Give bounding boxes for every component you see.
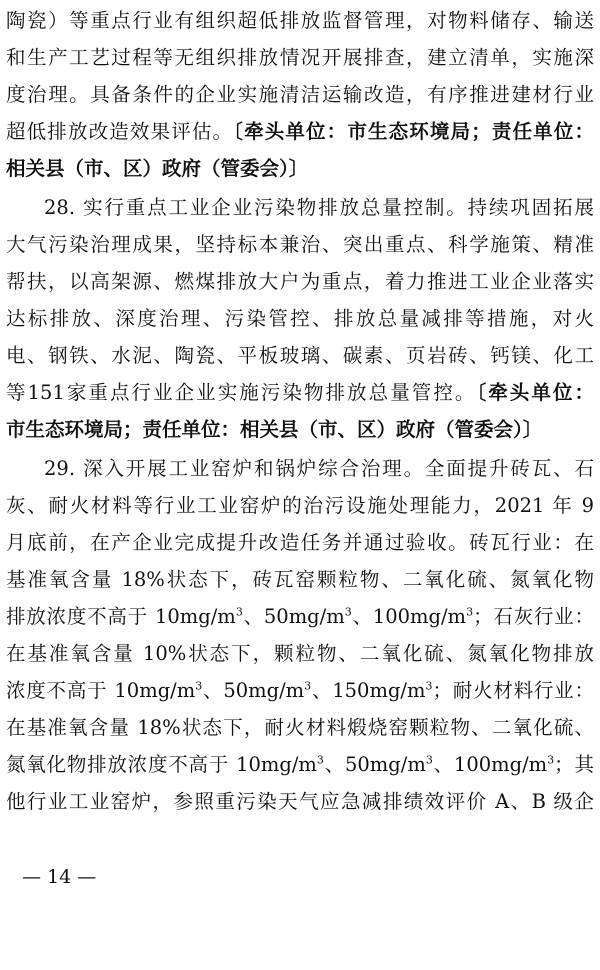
text-line: 达标排放、深度治理、污染管控、排放总量减排等措施，对火 bbox=[6, 307, 594, 330]
separator: 、 bbox=[432, 753, 454, 776]
concentration-value: 10mg/m bbox=[114, 679, 196, 702]
unit-exponent: 3 bbox=[425, 679, 433, 693]
text-line: 他行业工业窑炉，参照重污染天气应急减排绩效评价 A、B 级企 bbox=[6, 790, 594, 813]
text-line: 度治理。具备条件的企业实施清洁运输改造，有序推进建材行业 bbox=[6, 83, 594, 106]
text-segment: 浓度不高于 bbox=[6, 679, 115, 702]
text-segment: 排放浓度不高于 bbox=[6, 605, 155, 628]
item-29-heading: 29. 深入开展工业窑炉和锅炉综合治理。全面提升砖瓦、石 bbox=[44, 457, 594, 480]
responsibility-note: 〔牵头单位： bbox=[476, 381, 594, 404]
concentration-value: 100mg/m bbox=[372, 605, 467, 628]
text-line bbox=[6, 374, 594, 411]
text-line: 帮扶，以高架源、燃煤排放大户为重点，着力推进工业企业落实 bbox=[6, 270, 594, 293]
text-segment: ；其 bbox=[554, 753, 594, 776]
text-line: 灰、耐火材料等行业工业窑炉的治污设施处理能力，2021 年 9 bbox=[6, 494, 594, 517]
concentration-value: 100mg/m bbox=[453, 753, 548, 776]
text-line: 电、钢铁、水泥、陶瓷、平板玻璃、碳素、页岩砖、钙镁、化工 bbox=[6, 344, 594, 367]
text-line bbox=[6, 746, 594, 783]
text-segment: ；石灰行业： bbox=[473, 605, 594, 628]
concentration-value: 50mg/m bbox=[263, 605, 345, 628]
separator: 、 bbox=[311, 679, 333, 702]
text-segment: ；耐火材料行业： bbox=[432, 679, 594, 702]
unit-exponent: 3 bbox=[344, 605, 352, 619]
unit-exponent: 3 bbox=[195, 679, 203, 693]
text-line bbox=[6, 598, 594, 635]
unit-exponent: 3 bbox=[547, 753, 555, 767]
concentration-value: 150mg/m bbox=[332, 679, 426, 702]
separator: 、 bbox=[202, 679, 224, 702]
page-number: — 14 — bbox=[22, 866, 97, 888]
unit-exponent: 3 bbox=[466, 605, 474, 619]
text-line: 和生产工艺过程等无组织排放情况开展排查，建立清单，实施深 bbox=[6, 46, 594, 69]
text-line: 大气污染治理成果，坚持标本兼治、突出重点、科学施策、精准 bbox=[6, 233, 594, 256]
responsibility-note: 市生态环境局；责任单位：相关县（市、区）政府（管委会）〕 bbox=[6, 418, 543, 441]
concentration-value: 10mg/m bbox=[154, 605, 236, 628]
text-line: 基准氧含量 18%状态下，砖瓦窑颗粒物、二氧化硫、氮氧化物 bbox=[6, 568, 594, 591]
text-line: 在基准氧含量 18%状态下，耐火材料煅烧窑颗粒物、二氧化硫、 bbox=[6, 716, 594, 739]
text-line bbox=[6, 113, 594, 150]
concentration-value: 50mg/m bbox=[223, 679, 305, 702]
text-segment: 等151家重点行业企业实施污染物排放总量管控。 bbox=[6, 381, 477, 404]
concentration-value: 10mg/m bbox=[236, 753, 317, 776]
text-segment: 超低排放改造效果评估。 bbox=[6, 120, 234, 143]
responsibility-note: 〔牵头单位：市生态环境局；责任单位： bbox=[233, 120, 594, 143]
text-segment: 氮氧化物排放浓度不高于 bbox=[6, 753, 237, 776]
separator: 、 bbox=[242, 605, 264, 628]
responsibility-note: 相关县（市、区）政府（管委会）〕 bbox=[6, 157, 309, 180]
unit-exponent: 3 bbox=[316, 753, 324, 767]
text-line bbox=[6, 672, 594, 709]
item-28-heading: 28. 实行重点工业企业污染物排放总量控制。持续巩固拓展 bbox=[44, 196, 594, 219]
separator: 、 bbox=[351, 605, 373, 628]
separator: 、 bbox=[323, 753, 345, 776]
unit-exponent: 3 bbox=[425, 753, 433, 767]
concentration-value: 50mg/m bbox=[344, 753, 426, 776]
unit-exponent: 3 bbox=[304, 679, 312, 693]
text-line: 在基准氧含量 10%状态下，颗粒物、二氧化硫、氮氧化物排放 bbox=[6, 642, 594, 665]
text-line: 陶瓷）等重点行业有组织超低排放监督管理，对物料储存、输送 bbox=[6, 9, 594, 32]
unit-exponent: 3 bbox=[235, 605, 243, 619]
text-line: 月底前，在产企业完成提升改造任务并通过验收。砖瓦行业：在 bbox=[6, 531, 594, 554]
